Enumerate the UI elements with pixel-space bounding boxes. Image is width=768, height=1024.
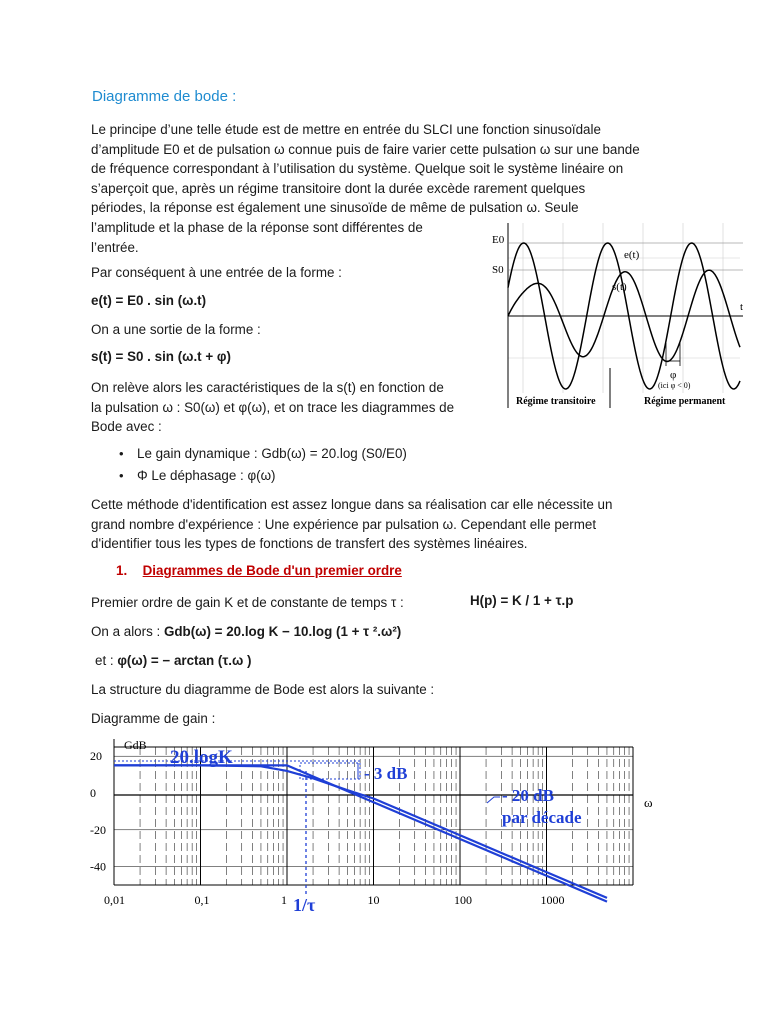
intro-line: l’amplitude et la phase de la réponse sont différentes de — [91, 219, 423, 235]
slope-leader — [487, 797, 500, 803]
bode-gain-chart — [88, 735, 690, 920]
x-tick-label: 0,1 — [194, 893, 210, 907]
y-axis-label: GdB — [124, 738, 147, 752]
first-order-text: Premier ordre de gain K et de constante de temps τ : — [91, 595, 404, 610]
intro-line: Le principe d’une telle étude est de mettre en entrée du SLCI une fonction sinusoïdale — [91, 122, 601, 137]
x-tick-label: 1 — [281, 893, 287, 907]
method-paragraph — [91, 495, 691, 554]
gain-formula: Gdb(ω) = 20.log K − 10.log (1 + τ ².ω²) — [163, 624, 402, 639]
y-tick-label: 20 — [90, 749, 102, 764]
annotation-cutoff: 1/τ — [293, 895, 316, 915]
transient-label: Régime transitoire — [516, 396, 596, 407]
exit-intro: On a une sortie de la forme : — [91, 322, 261, 337]
intro-line: d’amplitude E0 et de pulsation ω connue puis de faire varier cette pulsation ω sur une bande — [91, 141, 640, 157]
x-axis-label: ω — [644, 795, 653, 810]
annotation-per-decade: par décade — [502, 808, 582, 827]
e0-label: E0 — [492, 234, 505, 246]
entry-formula: e(t) = E0 . sin (ω.t) — [91, 293, 207, 308]
transfer-function: H(p) = K / 1 + τ.p — [470, 593, 574, 608]
y-tick-label: 0 — [90, 786, 96, 800]
x-tick-labels — [104, 893, 565, 907]
releve-line: On relève alors les caractéristiques de la s(t) en fonction de — [91, 380, 444, 395]
phi-label: φ — [670, 369, 677, 381]
intro-line: de fréquence correspondant à l’utilisation du système. Quelque soit le système linéaire on — [91, 161, 624, 177]
releve-line: la pulsation ω : S0(ω) et φ(ω), et on trace les diagrammes de — [91, 399, 455, 415]
e-curve-label: e(t) — [624, 249, 640, 261]
gain-diagram-label: Diagramme de gain : — [91, 711, 216, 726]
bullet-text: Le gain dynamique : Gdb(ω) = 20.log (S0/E0) — [137, 446, 407, 461]
section-title — [116, 563, 402, 578]
intro-line: l’entrée. — [91, 239, 139, 255]
method-line: Cette méthode d'identification est assez longue dans sa réalisation car elle nécessite un — [91, 497, 613, 512]
section-number: 1. — [116, 563, 128, 578]
t-axis-label: t — [740, 301, 744, 313]
method-line: grand nombre d'expérience : Une expérience par pulsation ω. Cependant elle permet — [91, 516, 597, 532]
bode-bullet-list — [91, 444, 407, 488]
phase-formula-line — [95, 651, 695, 671]
x-tick-label: 1000 — [540, 893, 565, 907]
exit-formula: s(t) = S0 . sin (ω.t + φ) — [91, 349, 231, 364]
bullet-marker: • — [119, 446, 124, 461]
y-tick-label: -20 — [90, 822, 106, 837]
x-tick-label: 0,01 — [104, 893, 125, 907]
x-tick-label: 100 — [454, 893, 472, 907]
gain-prefix: On a alors : — [91, 624, 161, 639]
time-response-figure — [478, 218, 758, 415]
y-tick-labels — [90, 749, 106, 873]
phase-formula: φ(ω) = − arctan (τ.ω ) — [117, 653, 252, 668]
list-item — [91, 444, 407, 466]
permanent-label: Régime permanent — [644, 396, 726, 407]
releve-line: Bode avec : — [91, 419, 162, 435]
section-label: Diagrammes de Bode d'un premier ordre — [142, 563, 402, 578]
annotation-minus-3db: - 3 dB — [364, 764, 408, 783]
page-heading: Diagramme de bode : — [92, 88, 237, 105]
structure-text: La structure du diagramme de Bode est alors la suivante : — [91, 682, 435, 697]
gain-formula-line — [91, 622, 691, 642]
s-curve-label: s(t) — [612, 281, 627, 293]
intro-line: périodes, la réponse est également une sinusoïde de même de pulsation ω. Seule — [91, 200, 579, 216]
x-tick-label: 10 — [367, 893, 380, 907]
intro-line: s’aperçoit que, après un régime transitoire dont la durée excède rarement quelques — [91, 180, 586, 196]
list-item — [91, 466, 407, 488]
method-line: d'identifier tous les types de fonctions de transfert des systèmes linéaires. — [91, 536, 528, 552]
bullet-marker: • — [119, 468, 124, 483]
phi-note: (ici φ < 0) — [658, 381, 691, 390]
s0-label: S0 — [492, 264, 504, 276]
annotation-minus-20db: - 20 dB — [502, 786, 554, 805]
phase-prefix: et : — [95, 653, 114, 668]
releve-paragraph — [91, 378, 481, 437]
bullet-text: Φ Le déphasage : φ(ω) — [137, 468, 276, 483]
annotation-gain-k: 20.logK — [170, 747, 233, 768]
entry-intro: Par conséquent à une entrée de la forme : — [91, 265, 342, 280]
y-tick-label: -40 — [90, 859, 106, 874]
